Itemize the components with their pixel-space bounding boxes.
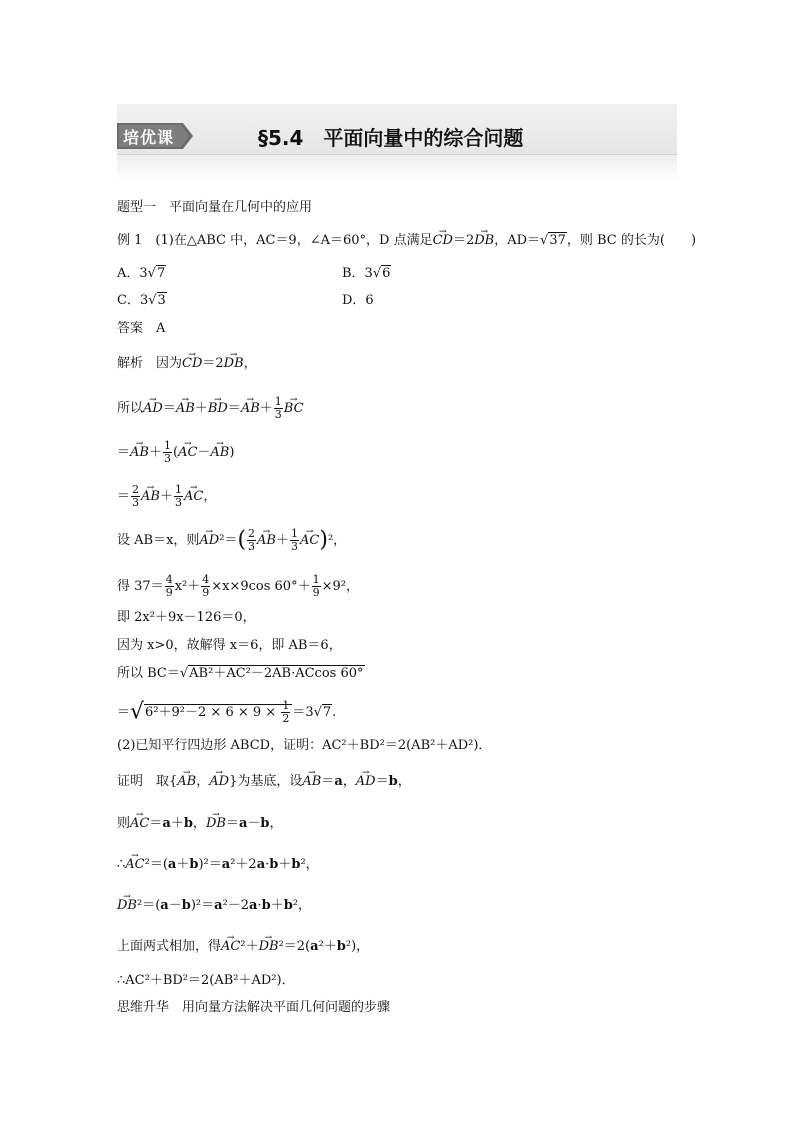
proof-conclusion: ∴AC²＋BD²＝2(AB²＋AD²)． — [117, 973, 295, 988]
derivation-line-2: ＝→ AB＋ $\frac{1}{3}$ (→ AC－→ AB) — [117, 440, 234, 465]
solve-line: 因为 x>0，故解得 x＝6，即 AB＝6， — [117, 638, 342, 653]
part-2-line: (2)已知平行四边形 ABCD，证明：AC²＋BD²＝2(AB²＋AD²)． — [117, 738, 492, 753]
option-a: A．3√7 — [117, 266, 166, 281]
badge-label: 培优课 — [123, 128, 175, 147]
bc-line-2: ＝√6²＋9²－2 × 6 × 9 × $\frac{1}{2}$ ＝3√7. — [117, 699, 337, 725]
analysis-line: 解析 因为→ CD＝2→ DB， — [117, 355, 257, 373]
vector-db: → DB — [474, 232, 494, 250]
proof-line-3: ∴→ AC²＝(a＋b)²＝a²＋2a·b＋b²， — [117, 856, 319, 874]
sqrt-37: √37 — [540, 233, 566, 248]
derivation-line-4: 设 AB＝x，则→ AD²＝( $\frac{2}{3}$ → AB＋ $\frac{1}{3}$ → AC)²， — [117, 528, 346, 553]
example-label: 例 1 (1) — [117, 233, 174, 248]
derivation-line-5: 得 37＝ $\frac{4}{9}$ x²＋ $\frac{4}{9}$ ×x×9cos 60°＋ $\frac{1}{9}$ ×9²， — [117, 573, 359, 599]
example-1-line: 例 1 (1)在△ABC 中，AC＝9，∠A＝60°，D 点满足→ CD＝2→ DB，AD＝√37，则 BC 的长为( ) — [117, 232, 696, 250]
option-c: C．3√3 — [117, 293, 166, 308]
proof-line-2: 则→ AC＝a＋b，→ DB＝a－b， — [117, 815, 283, 833]
lesson-badge — [117, 123, 193, 149]
derivation-line-1: 所以→ AD＝→ AB＋→ BD＝→ AB＋ $\frac{1}{3}$ → BC — [117, 396, 304, 421]
header-shadow — [117, 155, 677, 181]
type-heading: 题型一 平面向量在几何中的应用 — [117, 200, 313, 215]
option-d: D．6 — [342, 293, 374, 308]
vector-cd: → CD — [433, 232, 453, 250]
example-text-3: ，则 BC 的长为( ) — [566, 233, 697, 248]
proof-line-5: 上面两式相加，得→ AC²＋→ DB²＝2(a²＋b²)， — [117, 938, 369, 956]
option-b: B．3√6 — [342, 266, 391, 281]
example-text-1: 在△ABC 中，AC＝9，∠A＝60°，D 点满足 — [173, 233, 433, 248]
quadratic-line: 即 2x²＋9x－126＝0， — [117, 610, 256, 625]
summary-heading: 思维升华 用向量方法解决平面几何问题的步骤 — [117, 1000, 391, 1015]
example-text-2: ，AD＝ — [494, 233, 541, 248]
proof-line: 证明 取{→ AB，→ AD}为基底，设→ AB＝a，→ AD＝b， — [117, 773, 411, 791]
section-title: §5.4 平面向量中的综合问题 — [258, 126, 524, 150]
answer-line: 答案 A — [117, 321, 166, 336]
bc-line-1: 所以 BC＝√AB²＋AC²－2AB·ACcos 60° — [117, 666, 364, 681]
proof-line-4: → DB²＝(a－b)²＝a²－2a·b＋b²， — [117, 897, 311, 915]
derivation-line-3: ＝ $\frac{2}{3}$ → AB＋ $\frac{1}{3}$ → AC， — [117, 484, 216, 509]
